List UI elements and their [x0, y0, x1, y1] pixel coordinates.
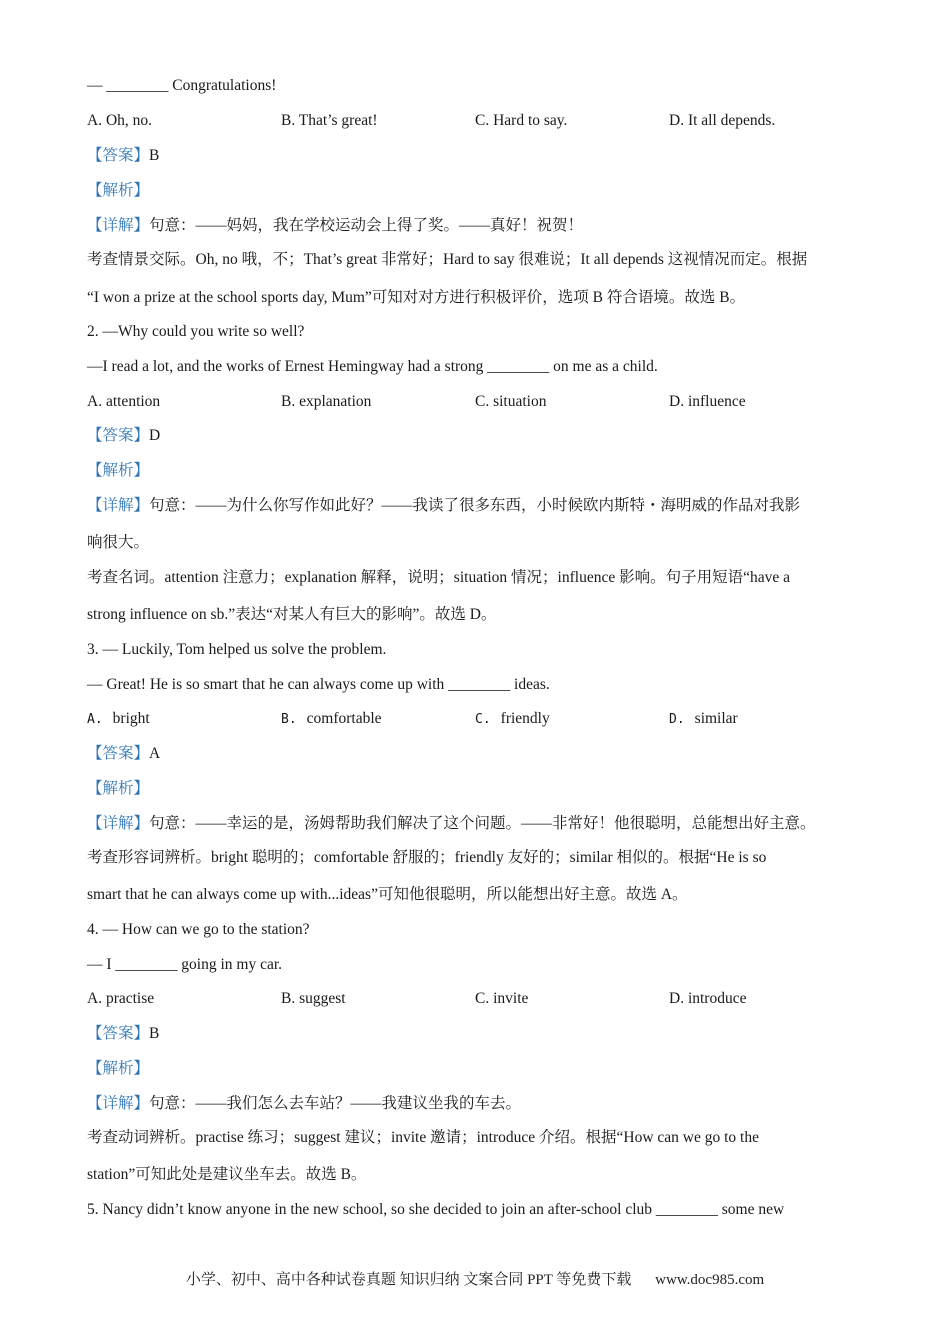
footer-url[interactable]: www.doc985.com [655, 1272, 765, 1288]
option-letter: A. [87, 712, 103, 727]
q3-options [87, 709, 887, 729]
answer-tag: 【答案】 [87, 745, 150, 762]
q1-option-a: A. Oh, no. [87, 112, 153, 129]
footer-text: 小学、初中、高中各种试卷真题 知识归纳 文案合同 PPT 等免费下载 [185, 1272, 632, 1288]
q4-explain-1: 考查动词辨析。practise 练习；suggest 建议；invite 邀请；introduce 介绍。根据“How can we go to the [87, 1129, 759, 1146]
q2-explain-1: 考查名词。attention 注意力；explanation 解释，说明；situation 情况；influence 影响。句子用短语“have a [87, 569, 790, 586]
q3-analysis-tag: 【解析】 [87, 780, 150, 797]
q2-option-b: B. explanation [281, 393, 372, 410]
q3-option-c [475, 709, 550, 730]
q2-option-d: D. influence [669, 393, 746, 410]
q4-stem-1: 4. — How can we go to the station? [87, 921, 310, 938]
q2-detail-1 [87, 496, 800, 516]
option-letter: D. [669, 712, 685, 727]
q2-explain-2: strong influence on sb.”表达“对某人有巨大的影响”。故选 D。 [87, 606, 497, 623]
detail-tag: 【详解】 [87, 815, 150, 832]
q1-answer [87, 146, 159, 166]
q4-answer [87, 1024, 159, 1044]
q1-detail [87, 216, 583, 236]
q3-detail [87, 814, 816, 834]
q1-explain-1: 考查情景交际。Oh, no 哦，不；That’s great 非常好；Hard to say 很难说；It all depends 这视情况而定。根据 [87, 251, 808, 268]
q4-options [87, 989, 887, 1009]
q4-option-c: C. invite [475, 990, 529, 1007]
option-text: similar [694, 710, 738, 727]
q3-option-a [87, 709, 150, 730]
q1-analysis-tag: 【解析】 [87, 182, 150, 199]
detail-tag: 【详解】 [87, 497, 150, 514]
q2-stem-1: 2. —Why could you write so well? [87, 323, 305, 340]
q3-stem-1: 3. — Luckily, Tom helped us solve the problem. [87, 641, 387, 658]
q3-answer [87, 744, 160, 764]
page-footer [0, 1270, 950, 1290]
detail-text: 句意：——我们怎么去车站？——我建议坐我的车去。 [149, 1095, 522, 1112]
q2-detail-2: 响很大。 [87, 534, 150, 551]
q1-option-d: D. It all depends. [669, 112, 776, 129]
q4-explain-2: station”可知此处是建议坐车去。故选 B。 [87, 1166, 367, 1183]
q4-option-b: B. suggest [281, 990, 346, 1007]
answer-tag: 【答案】 [87, 1025, 150, 1042]
answer-value: B [149, 147, 160, 164]
detail-text: 句意：——幸运的是，汤姆帮助我们解决了这个问题。——非常好！他很聪明，总能想出好主意。 [149, 815, 816, 832]
answer-value: D [149, 427, 161, 444]
detail-text: 句意：——妈妈，我在学校运动会上得了奖。——真好！祝贺！ [149, 217, 584, 234]
answer-tag: 【答案】 [87, 427, 150, 444]
option-letter: C. [475, 712, 491, 727]
q2-option-c: C. situation [475, 393, 547, 410]
detail-text: 句意：——为什么你写作如此好？——我读了很多东西，小时候欧内斯特・海明威的作品对我影 [149, 497, 801, 514]
option-text: friendly [500, 710, 550, 727]
option-text: comfortable [306, 710, 382, 727]
q4-option-a: A. practise [87, 990, 155, 1007]
q3-explain-1: 考查形容词辨析。bright 聪明的；comfortable 舒服的；friendly 友好的；similar 相似的。根据“He is so [87, 849, 767, 866]
q3-explain-2: smart that he can always come up with...ideas”可知他很聪明，所以能想出好主意。故选 A。 [87, 886, 688, 903]
q2-stem-2: —I read a lot, and the works of Ernest Hemingway had a strong ________ on me as a child. [87, 358, 658, 375]
q2-analysis-tag: 【解析】 [87, 462, 150, 479]
q2-options [87, 392, 887, 412]
answer-value: A [149, 745, 161, 762]
q3-stem-2: — Great! He is so smart that he can always come up with ________ ideas. [87, 676, 550, 693]
q1-answer-line: — ________ Congratulations! [87, 77, 277, 94]
detail-tag: 【详解】 [87, 1095, 150, 1112]
q4-detail [87, 1094, 521, 1114]
q4-stem-2: — I ________ going in my car. [87, 956, 283, 973]
q4-option-d: D. introduce [669, 990, 747, 1007]
option-letter: B. [281, 712, 297, 727]
q1-option-c: C. Hard to say. [475, 112, 568, 129]
q1-options [87, 111, 887, 131]
q1-explain-2: “I won a prize at the school sports day, Mum”可知对对方进行积极评价，选项 B 符合语境。故选 B。 [87, 289, 746, 306]
q5-stem-1: 5. Nancy didn’t know anyone in the new school, so she decided to join an after-school club ________ some new [87, 1201, 785, 1218]
q2-option-a: A. attention [87, 393, 161, 410]
q1-option-b: B. That’s great! [281, 112, 378, 129]
q2-answer [87, 426, 160, 446]
option-text: bright [112, 710, 150, 727]
q3-option-b [281, 709, 382, 730]
q3-option-d [669, 709, 738, 730]
answer-tag: 【答案】 [87, 147, 150, 164]
q4-analysis-tag: 【解析】 [87, 1060, 150, 1077]
detail-tag: 【详解】 [87, 217, 150, 234]
answer-value: B [149, 1025, 160, 1042]
